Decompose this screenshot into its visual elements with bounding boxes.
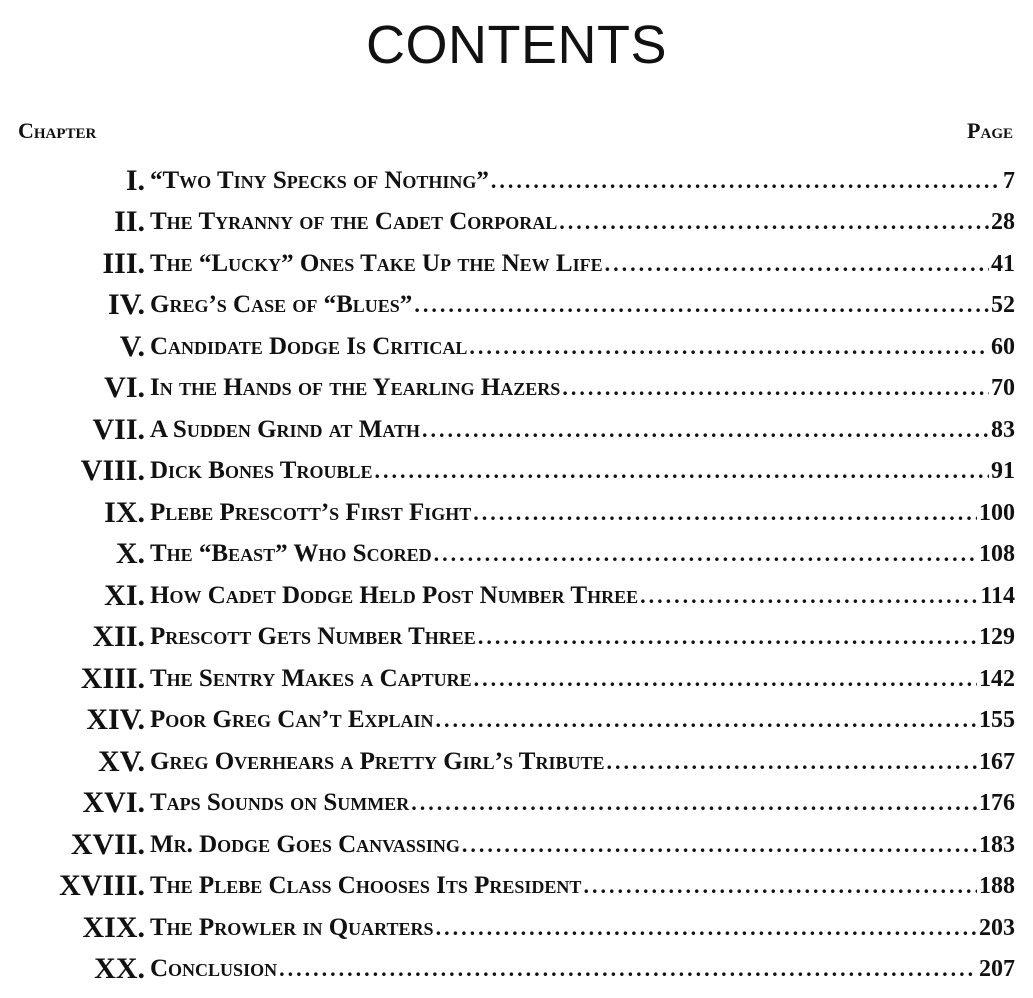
page-number: 142 bbox=[979, 665, 1015, 692]
dot-leader bbox=[414, 292, 989, 318]
chapter-title: Poor Greg Can’t Explain bbox=[150, 706, 434, 734]
toc-entry[interactable] bbox=[0, 368, 1033, 410]
toc-entry[interactable] bbox=[0, 243, 1033, 285]
dot-leader bbox=[607, 749, 978, 775]
toc-entry[interactable] bbox=[0, 285, 1033, 327]
chapter-title: Greg Overhears a Pretty Girl’s Tribute bbox=[150, 747, 605, 775]
chapter-number: I. bbox=[125, 163, 145, 197]
chapter-title: Candidate Dodge Is Critical bbox=[150, 332, 468, 360]
chapter-number: XV. bbox=[98, 744, 145, 778]
chapter-number: XIII. bbox=[80, 661, 145, 695]
dot-leader bbox=[436, 707, 977, 733]
page-number: 167 bbox=[979, 748, 1015, 775]
dot-leader bbox=[491, 168, 1001, 194]
chapter-number: XVI. bbox=[82, 786, 145, 820]
toc-entry[interactable] bbox=[0, 451, 1033, 493]
page-number: 207 bbox=[979, 956, 1015, 983]
page-number: 91 bbox=[991, 458, 1015, 485]
page-number: 114 bbox=[980, 582, 1015, 609]
dot-leader bbox=[583, 873, 977, 899]
page-number: 100 bbox=[979, 499, 1015, 526]
dot-leader bbox=[605, 251, 989, 277]
page-number: 203 bbox=[979, 914, 1015, 941]
chapter-number: II. bbox=[114, 205, 145, 239]
dot-leader bbox=[436, 915, 977, 941]
toc-entry[interactable] bbox=[0, 326, 1033, 368]
page-number: 60 bbox=[991, 333, 1015, 360]
chapter-title: Dick Bones Trouble bbox=[150, 457, 373, 485]
contents-list bbox=[0, 160, 1033, 990]
dot-leader bbox=[474, 666, 977, 692]
chapter-title: Mr. Dodge Goes Canvassing bbox=[150, 830, 460, 858]
chapter-number: XI. bbox=[104, 578, 145, 612]
chapter-title: How Cadet Dodge Held Post Number Three bbox=[150, 581, 639, 609]
chapter-title: “Two Tiny Specks of Nothing” bbox=[150, 166, 489, 194]
chapter-title: Prescott Gets Number Three bbox=[150, 623, 476, 651]
page-number: 83 bbox=[991, 416, 1015, 443]
chapter-number: XVIII. bbox=[59, 869, 145, 903]
chapter-number: VII. bbox=[92, 412, 145, 446]
toc-entry[interactable] bbox=[0, 492, 1033, 534]
toc-entry[interactable] bbox=[0, 575, 1033, 617]
chapter-number: XX. bbox=[94, 952, 145, 986]
page-number: 41 bbox=[991, 250, 1015, 277]
chapter-number: V. bbox=[119, 329, 145, 363]
chapter-title: The Plebe Class Chooses Its President bbox=[150, 872, 582, 900]
chapter-number: X. bbox=[115, 537, 145, 571]
toc-entry[interactable] bbox=[0, 534, 1033, 576]
toc-entry[interactable] bbox=[0, 741, 1033, 783]
page-number: 28 bbox=[991, 209, 1015, 236]
chapter-number: IX. bbox=[104, 495, 145, 529]
chapter-number: XVII. bbox=[70, 827, 145, 861]
chapter-title: A Sudden Grind at Math bbox=[150, 415, 420, 443]
toc-entry[interactable] bbox=[0, 617, 1033, 659]
toc-entry[interactable] bbox=[0, 700, 1033, 742]
chapter-title: The Prowler in Quarters bbox=[150, 913, 434, 941]
page-number: 70 bbox=[991, 375, 1015, 402]
dot-leader bbox=[640, 583, 978, 609]
page-number: 176 bbox=[979, 790, 1015, 817]
page-number: 183 bbox=[979, 831, 1015, 858]
page-number: 52 bbox=[991, 292, 1015, 319]
chapter-title: Plebe Prescott’s First Fight bbox=[150, 498, 472, 526]
chapter-number: VIII. bbox=[80, 454, 145, 488]
chapter-column-header: Chapter bbox=[18, 118, 97, 143]
page-number: 108 bbox=[979, 541, 1015, 568]
page-number: 188 bbox=[979, 873, 1015, 900]
toc-entry[interactable] bbox=[0, 409, 1033, 451]
page-number: 129 bbox=[979, 624, 1015, 651]
toc-entry[interactable] bbox=[0, 824, 1033, 866]
toc-entry[interactable] bbox=[0, 202, 1033, 244]
toc-entry[interactable] bbox=[0, 160, 1033, 202]
dot-leader bbox=[422, 417, 989, 443]
toc-entry[interactable] bbox=[0, 949, 1033, 991]
dot-leader bbox=[375, 458, 990, 484]
toc-entry[interactable] bbox=[0, 658, 1033, 700]
chapter-title: In the Hands of the Yearling Hazers bbox=[150, 374, 561, 402]
chapter-number: XIV. bbox=[86, 703, 145, 737]
chapter-number: XIX. bbox=[82, 910, 145, 944]
chapter-title: The Tyranny of the Cadet Corporal bbox=[150, 208, 558, 236]
toc-entry[interactable] bbox=[0, 866, 1033, 908]
chapter-title: Conclusion bbox=[150, 955, 278, 983]
page-column-header: Page bbox=[967, 118, 1013, 143]
chapter-title: The “Beast” Who Scored bbox=[150, 540, 432, 568]
dot-leader bbox=[434, 541, 977, 567]
chapter-title: The “Lucky” Ones Take Up the New Life bbox=[150, 249, 603, 277]
page-number: 155 bbox=[979, 707, 1015, 734]
chapter-title: The Sentry Makes a Capture bbox=[150, 664, 472, 692]
chapter-title: Greg’s Case of “Blues” bbox=[150, 291, 413, 319]
chapter-number: XII. bbox=[92, 620, 145, 654]
toc-entry[interactable] bbox=[0, 783, 1033, 825]
dot-leader bbox=[559, 209, 989, 235]
dot-leader bbox=[469, 334, 989, 360]
chapter-title: Taps Sounds on Summer bbox=[150, 789, 410, 817]
dot-leader bbox=[279, 956, 977, 982]
page-title: CONTENTS bbox=[366, 15, 667, 75]
dot-leader bbox=[562, 375, 989, 401]
dot-leader bbox=[473, 500, 977, 526]
dot-leader bbox=[462, 832, 977, 858]
chapter-number: IV. bbox=[108, 288, 145, 322]
dot-leader bbox=[478, 624, 977, 650]
dot-leader bbox=[411, 790, 977, 816]
chapter-number: III. bbox=[102, 246, 145, 280]
toc-entry[interactable] bbox=[0, 907, 1033, 949]
page-number: 7 bbox=[1003, 167, 1015, 194]
chapter-number: VI. bbox=[104, 371, 145, 405]
